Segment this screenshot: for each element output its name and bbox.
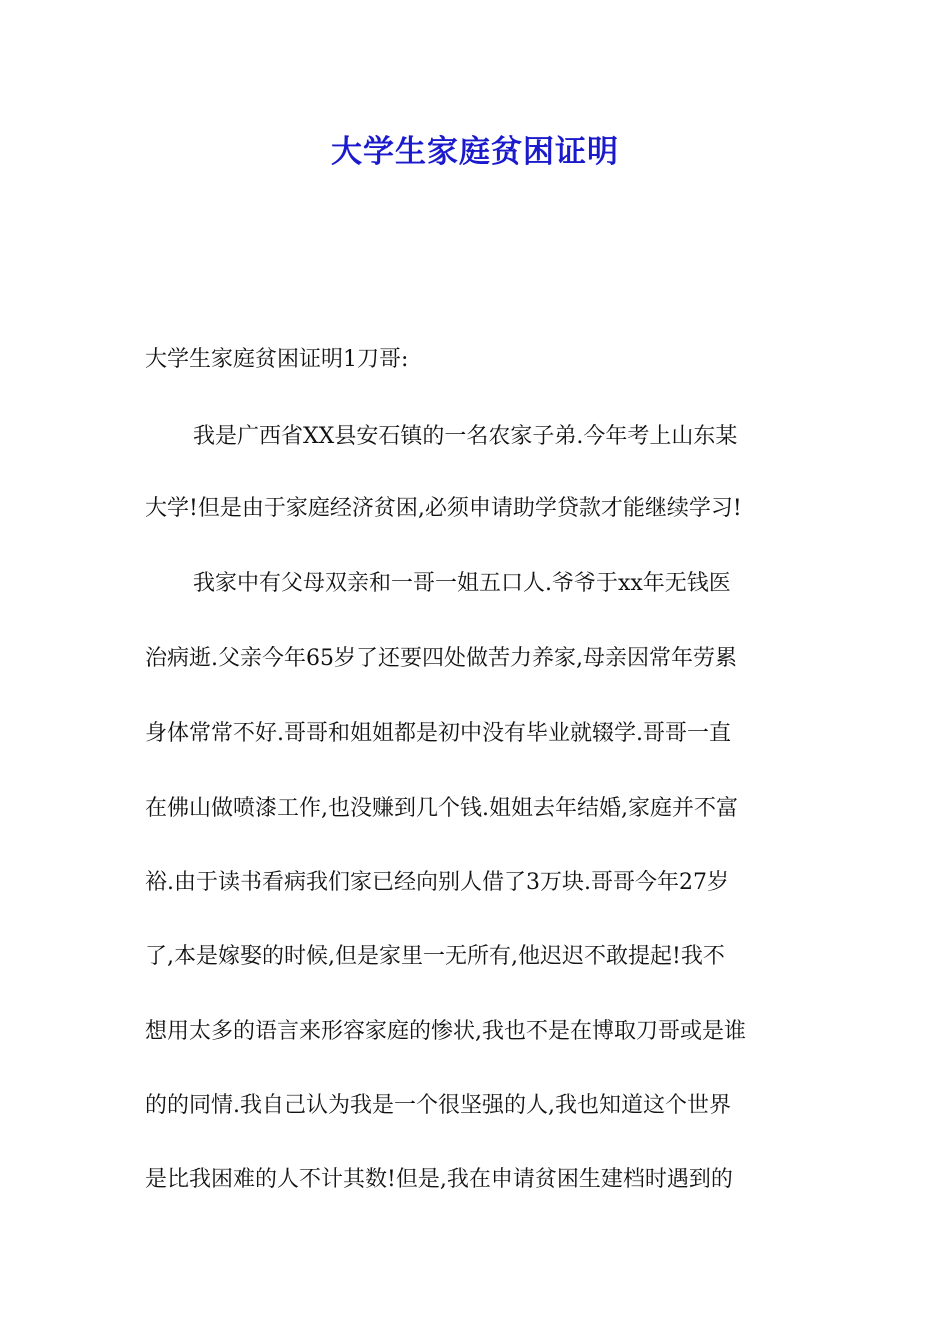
body-line: 了,本是嫁娶的时候,但是家里一无所有,他迟迟不敢提起!我不 [145, 944, 725, 969]
body-line: 在佛山做喷漆工作,也没赚到几个钱.姐姐去年结婚,家庭并不富 [145, 796, 738, 821]
body-line: 治病逝.父亲今年65岁了还要四处做苦力养家,母亲因常年劳累 [145, 646, 737, 671]
body-line: 是比我困难的人不计其数!但是,我在申请贫困生建档时遇到的 [145, 1167, 733, 1192]
body-line: 想用太多的语言来形容家庭的惨状,我也不是在博取刀哥或是谁 [145, 1019, 746, 1044]
salutation-line: 大学生家庭贫困证明1刀哥: [145, 347, 409, 372]
document-title: 大学生家庭贫困证明 [331, 134, 619, 170]
body-line: 的的同情.我自己认为我是一个很坚强的人,我也知道这个世界 [145, 1093, 731, 1118]
body-line: 身体常常不好.哥哥和姐姐都是初中没有毕业就辍学.哥哥一直 [145, 721, 731, 746]
body-line: 裕.由于读书看病我们家已经向别人借了3万块.哥哥今年27岁 [145, 870, 729, 895]
body-line: 我是广西省XX县安石镇的一名农家子弟.今年考上山东某 [193, 424, 738, 449]
body-line: 我家中有父母双亲和一哥一姐五口人.爷爷于xx年无钱医 [193, 571, 731, 596]
body-line: 大学!但是由于家庭经济贫困,必须申请助学贷款才能继续学习! [145, 496, 742, 521]
